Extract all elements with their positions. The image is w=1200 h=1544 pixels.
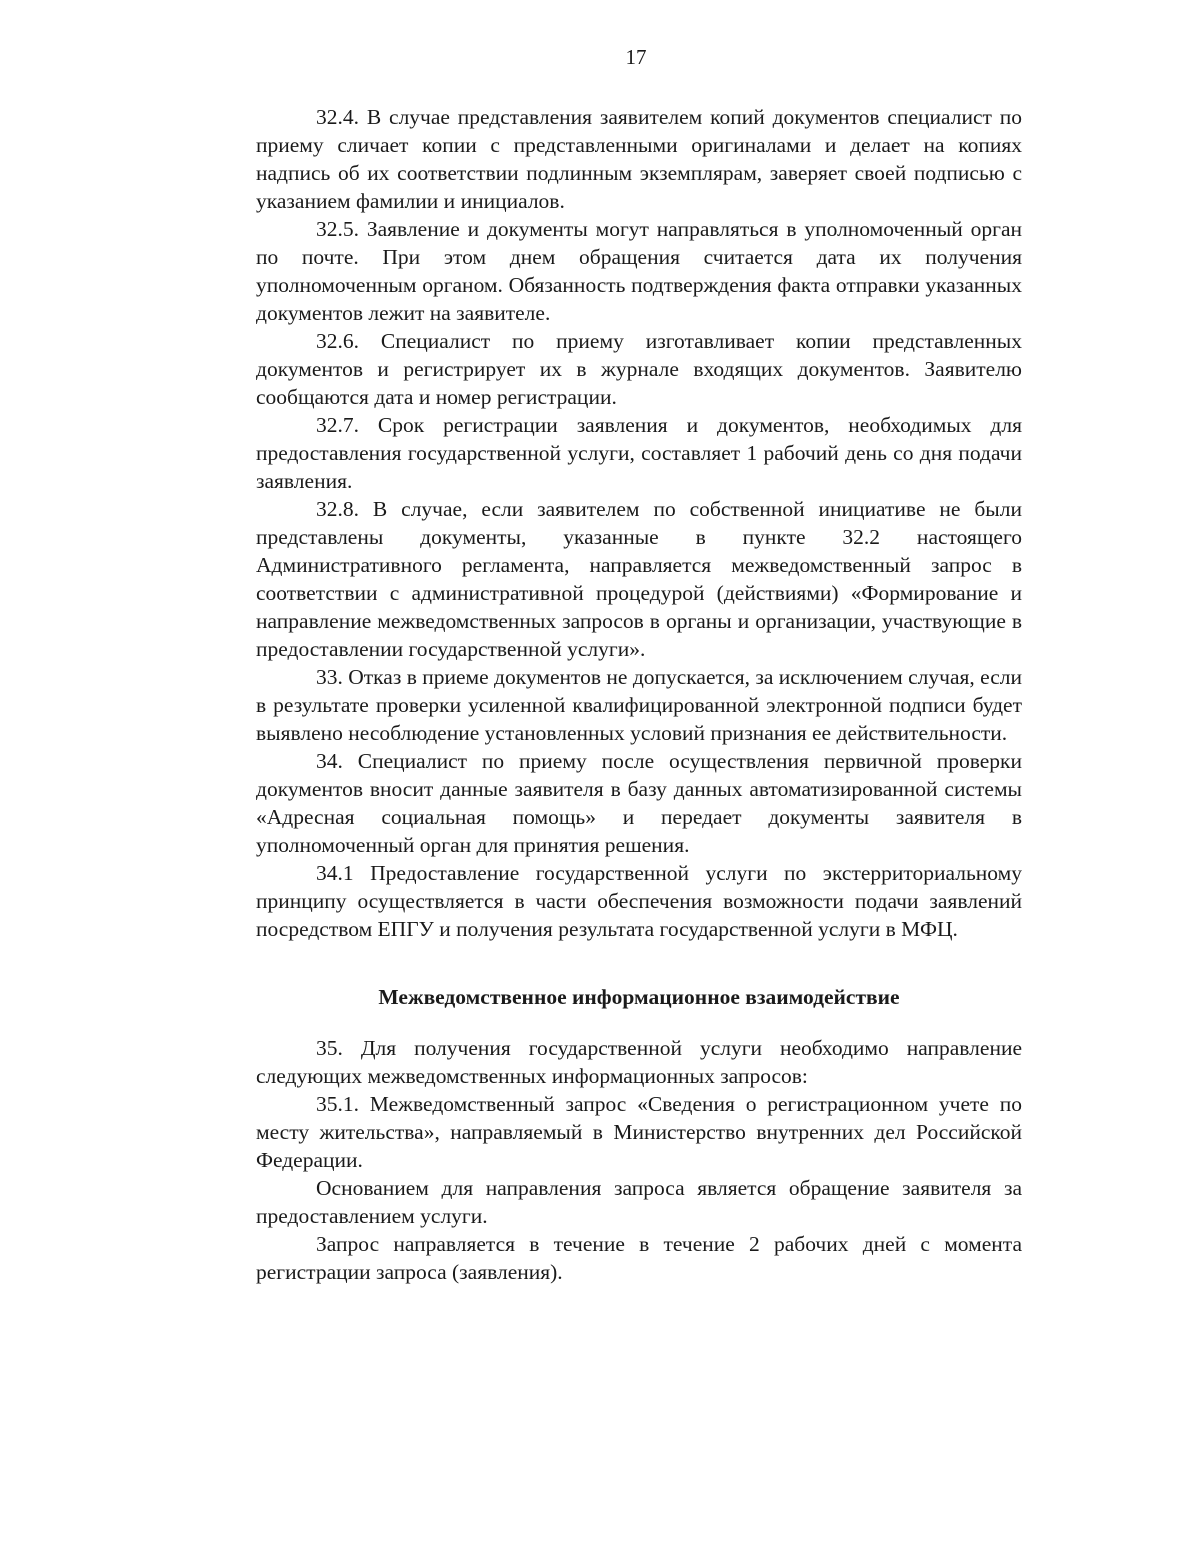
paragraph-35: 35. Для получения государственной услуги необходимо направление следующих межведомственных информационных запросов: bbox=[256, 1036, 1022, 1088]
paragraph-32-5: 32.5. Заявление и документы могут направляться в уполномоченный орган по почте. При этом днем обращения считается дата их получения уполномоченным органом. Обязанность подтверждения факта отправки указанных документов лежит на заявителе. bbox=[256, 217, 1022, 325]
body-text-upper bbox=[256, 103, 1022, 943]
paragraph-34: 34. Специалист по приему после осуществления первичной проверки документов вносит данные заявителя в базу данных автоматизированной системы «Адресная социальная помощь» и передает документы заявителя в уполномоченный орган для принятия решения. bbox=[256, 749, 1022, 857]
section-heading: Межведомственное информационное взаимодействие bbox=[378, 985, 900, 1009]
paragraph-33: 33. Отказ в приеме документов не допускается, за исключением случая, если в результате проверки усиленной квалифицированной электронной подписи будет выявлено несоблюдение установленных условий признания ее действительности. bbox=[256, 665, 1022, 745]
body-text-lower bbox=[256, 1034, 1022, 1286]
paragraph-request-term: Запрос направляется в течение в течение 2 рабочих дней с момента регистрации запроса (заявления). bbox=[256, 1232, 1022, 1284]
paragraph-32-4: 32.4. В случае представления заявителем копий документов специалист по приему сличает копии с представленными оригиналами и делает на копиях надпись об их соответствии подлинным экземплярам, заверяет своей подписью с указанием фамилии и инициалов. bbox=[256, 105, 1022, 213]
paragraph-32-7: 32.7. Срок регистрации заявления и документов, необходимых для предоставления государственной услуги, составляет 1 рабочий день со дня подачи заявления. bbox=[256, 413, 1022, 493]
paragraph-35-1: 35.1. Межведомственный запрос «Сведения о регистрационном учете по месту жительства», направляемый в Министерство внутренних дел Российской Федерации. bbox=[256, 1092, 1022, 1172]
paragraph-34-1: 34.1 Предоставление государственной услуги по экстерриториальному принципу осуществляется в части обеспечения возможности подачи заявлений посредством ЕПГУ и получения результата государственной услуги в МФЦ. bbox=[256, 861, 1022, 941]
paragraph-32-8: 32.8. В случае, если заявителем по собственной инициативе не были представлены документы, указанные в пункте 32.2 настоящего Административного регламента, направляется межведомственный запрос в соответствии с административной процедурой (действиями) «Формирование и направление межведомственных запросов в органы и организации, участвующие в предоставлении государственной услуги». bbox=[256, 497, 1022, 661]
page-number: 17 bbox=[625, 45, 647, 69]
paragraph-basis: Основанием для направления запроса является обращение заявителя за предоставлением услуги. bbox=[256, 1176, 1022, 1228]
paragraph-32-6: 32.6. Специалист по приему изготавливает копии представленных документов и регистрирует их в журнале входящих документов. Заявителю сообщаются дата и номер регистрации. bbox=[256, 329, 1022, 409]
